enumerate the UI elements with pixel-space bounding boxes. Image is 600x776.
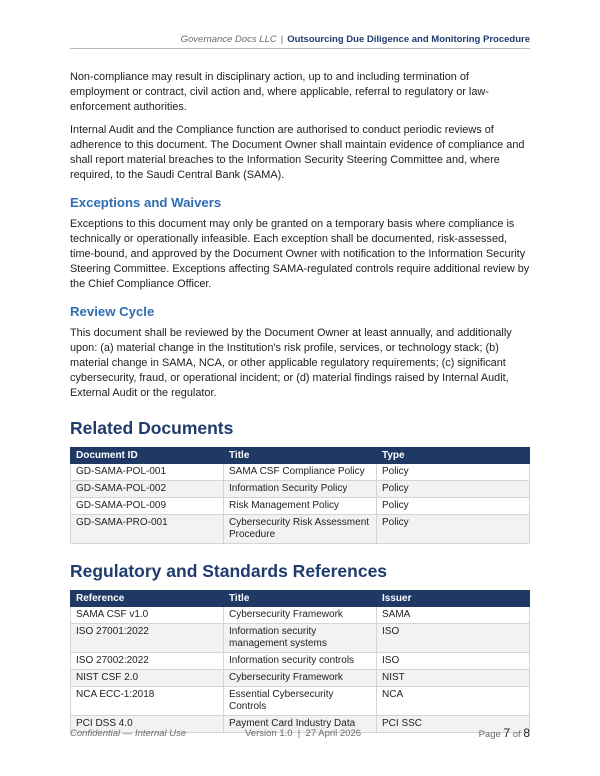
noncompliance-paragraph: Non-compliance may result in disciplinary action, up to and including termination of employment or contract, civil action and, where applicable, referral to regulatory or law-enforcement authorities.: [70, 71, 489, 113]
header-document-title: Outsourcing Due Diligence and Monitoring Procedure: [287, 34, 530, 45]
column-header: Title: [224, 591, 377, 607]
table-row: [71, 607, 530, 624]
exceptions-heading: Exceptions and Waivers: [70, 195, 222, 210]
column-header: Reference: [71, 591, 224, 607]
column-header: Issuer: [377, 591, 530, 607]
table-header-row: [71, 448, 530, 464]
exceptions-paragraph: Exceptions to this document may only be granted on a temporary basis where compliance is technically or operationally infeasible. Each exception shall be documented, risk-assessed, time-bound, and approved by the Document Owner with notification to the Information Security Steering Committee. Exceptions affecting SAMA-regulated controls require additional review by the Chief Compliance Officer.: [70, 218, 530, 290]
table-cell: SAMA CSF Compliance Policy: [224, 464, 377, 481]
review-cycle-heading: Review Cycle: [70, 304, 155, 319]
table-cell: GD-SAMA-PRO-001: [71, 515, 224, 544]
table-cell: PCI SSC: [377, 716, 530, 733]
table-row: [71, 624, 530, 653]
header-divider: [70, 48, 530, 49]
table-cell: ISO 27001:2022: [71, 624, 224, 653]
table-cell: Cybersecurity Risk Assessment Procedure: [224, 515, 377, 544]
footer-confidentiality: Confidential — Internal Use: [70, 728, 187, 739]
table-cell: Information security management systems: [224, 624, 377, 653]
column-header: Type: [377, 448, 530, 464]
table-cell: Cybersecurity Framework: [224, 607, 377, 624]
table-cell: ISO: [377, 653, 530, 670]
table-row: [71, 481, 530, 498]
table-cell: ISO 27002:2022: [71, 653, 224, 670]
table-cell: NCA ECC-1:2018: [71, 687, 224, 716]
table-cell: Information security controls: [224, 653, 377, 670]
page-prefix: Page: [478, 729, 501, 740]
table-cell: NCA: [377, 687, 530, 716]
table-cell: SAMA: [377, 607, 530, 624]
header-separator: |: [280, 34, 284, 45]
table-cell: PCI DSS 4.0: [71, 716, 224, 733]
page-footer: [70, 728, 530, 742]
page-total: 8: [523, 726, 530, 740]
footer-page-number: [479, 726, 530, 740]
header-company: Governance Docs LLC: [180, 34, 277, 45]
table-cell: GD-SAMA-POL-009: [71, 498, 224, 515]
table-cell: GD-SAMA-POL-002: [71, 481, 224, 498]
table-cell: Payment Card Industry Data: [224, 716, 377, 733]
related-documents-heading: Related Documents: [70, 418, 234, 438]
table-cell: NIST CSF 2.0: [71, 670, 224, 687]
review-cycle-paragraph: This document shall be reviewed by the Document Owner at least annually, and additionally upon: (a) material change in the Institution's risk profile, services, or technology stack; (b) material change in SAMA, NCA, or other applicable regulatory requirements; (c) significant cybersecurity, fraud, or operational incident; or (d) material findings raised by Internal Audit, External Audit or the regulator.: [70, 327, 512, 399]
references-table: [70, 590, 530, 733]
table-row: [71, 670, 530, 687]
related-documents-table: [70, 447, 530, 544]
table-cell: Policy: [377, 498, 530, 515]
page-content: [70, 70, 530, 739]
table-cell: Information Security Policy: [224, 481, 377, 498]
table-cell: Risk Management Policy: [224, 498, 377, 515]
page-header: [70, 34, 530, 46]
table-row: [71, 464, 530, 481]
references-heading: Regulatory and Standards References: [70, 561, 388, 581]
page-of: of: [512, 729, 521, 740]
table-row: [71, 515, 530, 544]
table-cell: Cybersecurity Framework: [224, 670, 377, 687]
table-header-row: [71, 591, 530, 607]
footer-version-date: Version 1.0 | 27 April 2026: [245, 728, 362, 739]
page-current: 7: [503, 726, 511, 740]
table-row: [71, 653, 530, 670]
table-cell: SAMA CSF v1.0: [71, 607, 224, 624]
table-row: [71, 498, 530, 515]
table-cell: Essential Cybersecurity Controls: [224, 687, 377, 716]
column-header: Title: [224, 448, 377, 464]
table-cell: Policy: [377, 481, 530, 498]
table-cell: Policy: [377, 515, 530, 544]
audit-paragraph: Internal Audit and the Compliance function are authorised to conduct periodic reviews of adherence to this document. The Document Owner shall maintain evidence of compliance and shall report material breaches to the Information Security Steering Committee and, where required, to the Saudi Central Bank (SAMA).: [70, 124, 525, 181]
table-cell: GD-SAMA-POL-001: [71, 464, 224, 481]
column-header: Document ID: [71, 448, 224, 464]
table-cell: ISO: [377, 624, 530, 653]
table-cell: Policy: [377, 464, 530, 481]
table-row: [71, 687, 530, 716]
table-cell: NIST: [377, 670, 530, 687]
